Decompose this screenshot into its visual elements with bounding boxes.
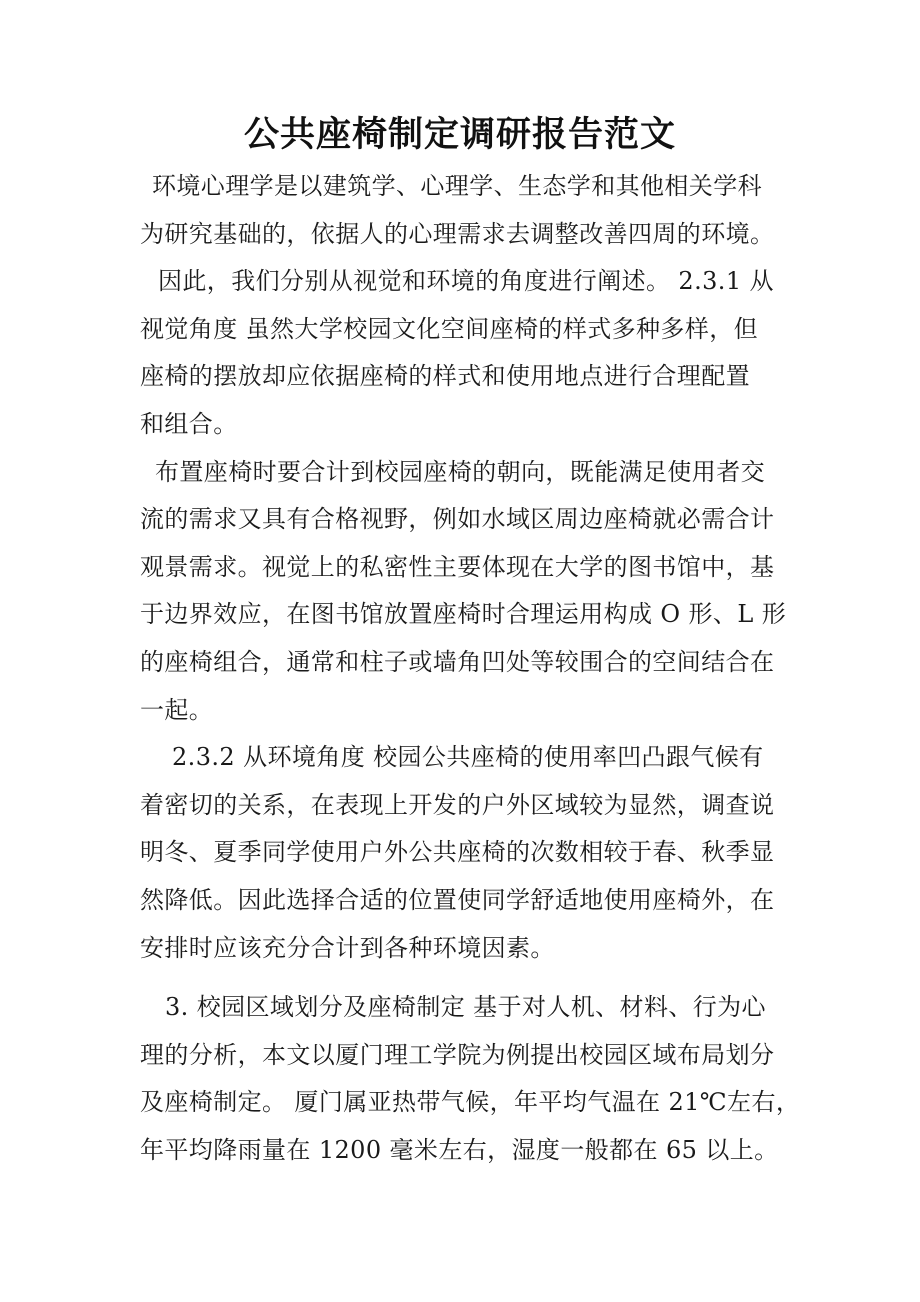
paragraph	[140, 258, 800, 448]
paragraph	[140, 734, 800, 972]
text-line: 视觉角度 虽然大学校园文化空间座椅的样式多种多样，但	[140, 314, 759, 343]
text-line: 于边界效应，在图书馆放置座椅时合理运用构成 O 形、L 形	[140, 600, 787, 629]
text-line: 环境心理学是以建筑学、心理学、生态学和其他相关学科	[152, 172, 762, 200]
text-line: 观景需求。视觉上的私密性主要体现在大学的图书馆中，基	[140, 552, 775, 581]
text-line: 为研究基础的，依据人的心理需求去调整改善四周的环境。	[140, 219, 775, 248]
text-line: 安排时应该充分合计到各种环境因素。	[140, 933, 555, 962]
text-line: 因此，我们分别从视觉和环境的角度进行阐述。 2.3.1 从	[158, 267, 774, 296]
paragraph	[140, 984, 800, 1174]
paragraph	[140, 163, 800, 258]
text-line: 的座椅组合，通常和柱子或墙角凹处等较围合的空间结合在	[140, 647, 775, 676]
text-line: 布置座椅时要合计到校园座椅的朝向，既能满足使用者交	[155, 457, 765, 486]
text-line: 座椅的摆放却应依据座椅的样式和使用地点进行合理配置	[140, 362, 750, 391]
text-line: 2.3.2 从环境角度 校园公共座椅的使用率凹凸跟气候有	[172, 743, 764, 772]
text-line: 3. 校园区域划分及座椅制定 基于对人机、材料、行为心	[165, 993, 766, 1022]
text-line: 年平均降雨量在 1200 毫米左右，湿度一般都在 65 以上。	[140, 1135, 779, 1164]
text-line: 然降低。因此选择合适的位置使同学舒适地使用座椅外，在	[140, 885, 775, 914]
text-line: 和组合。	[140, 409, 238, 438]
paragraph	[140, 449, 800, 735]
text-line: 理的分析，本文以厦门理工学院为例提出校园区域布局划分	[140, 1040, 775, 1069]
document-body	[140, 163, 800, 1174]
text-line: 及座椅制定。 厦门属亚热带气候，年平均气温在 21℃左右，	[140, 1088, 801, 1117]
document-title: 公共座椅制定调研报告范文	[243, 114, 676, 155]
text-line: 着密切的关系，在表现上开发的户外区域较为显然，调查说	[140, 790, 775, 819]
text-line: 一起。	[140, 695, 214, 724]
text-line: 明冬、夏季同学使用户外公共座椅的次数相较于春、秋季显	[140, 838, 775, 867]
text-line: 流的需求又具有合格视野，例如水域区周边座椅就必需合计	[140, 505, 775, 534]
